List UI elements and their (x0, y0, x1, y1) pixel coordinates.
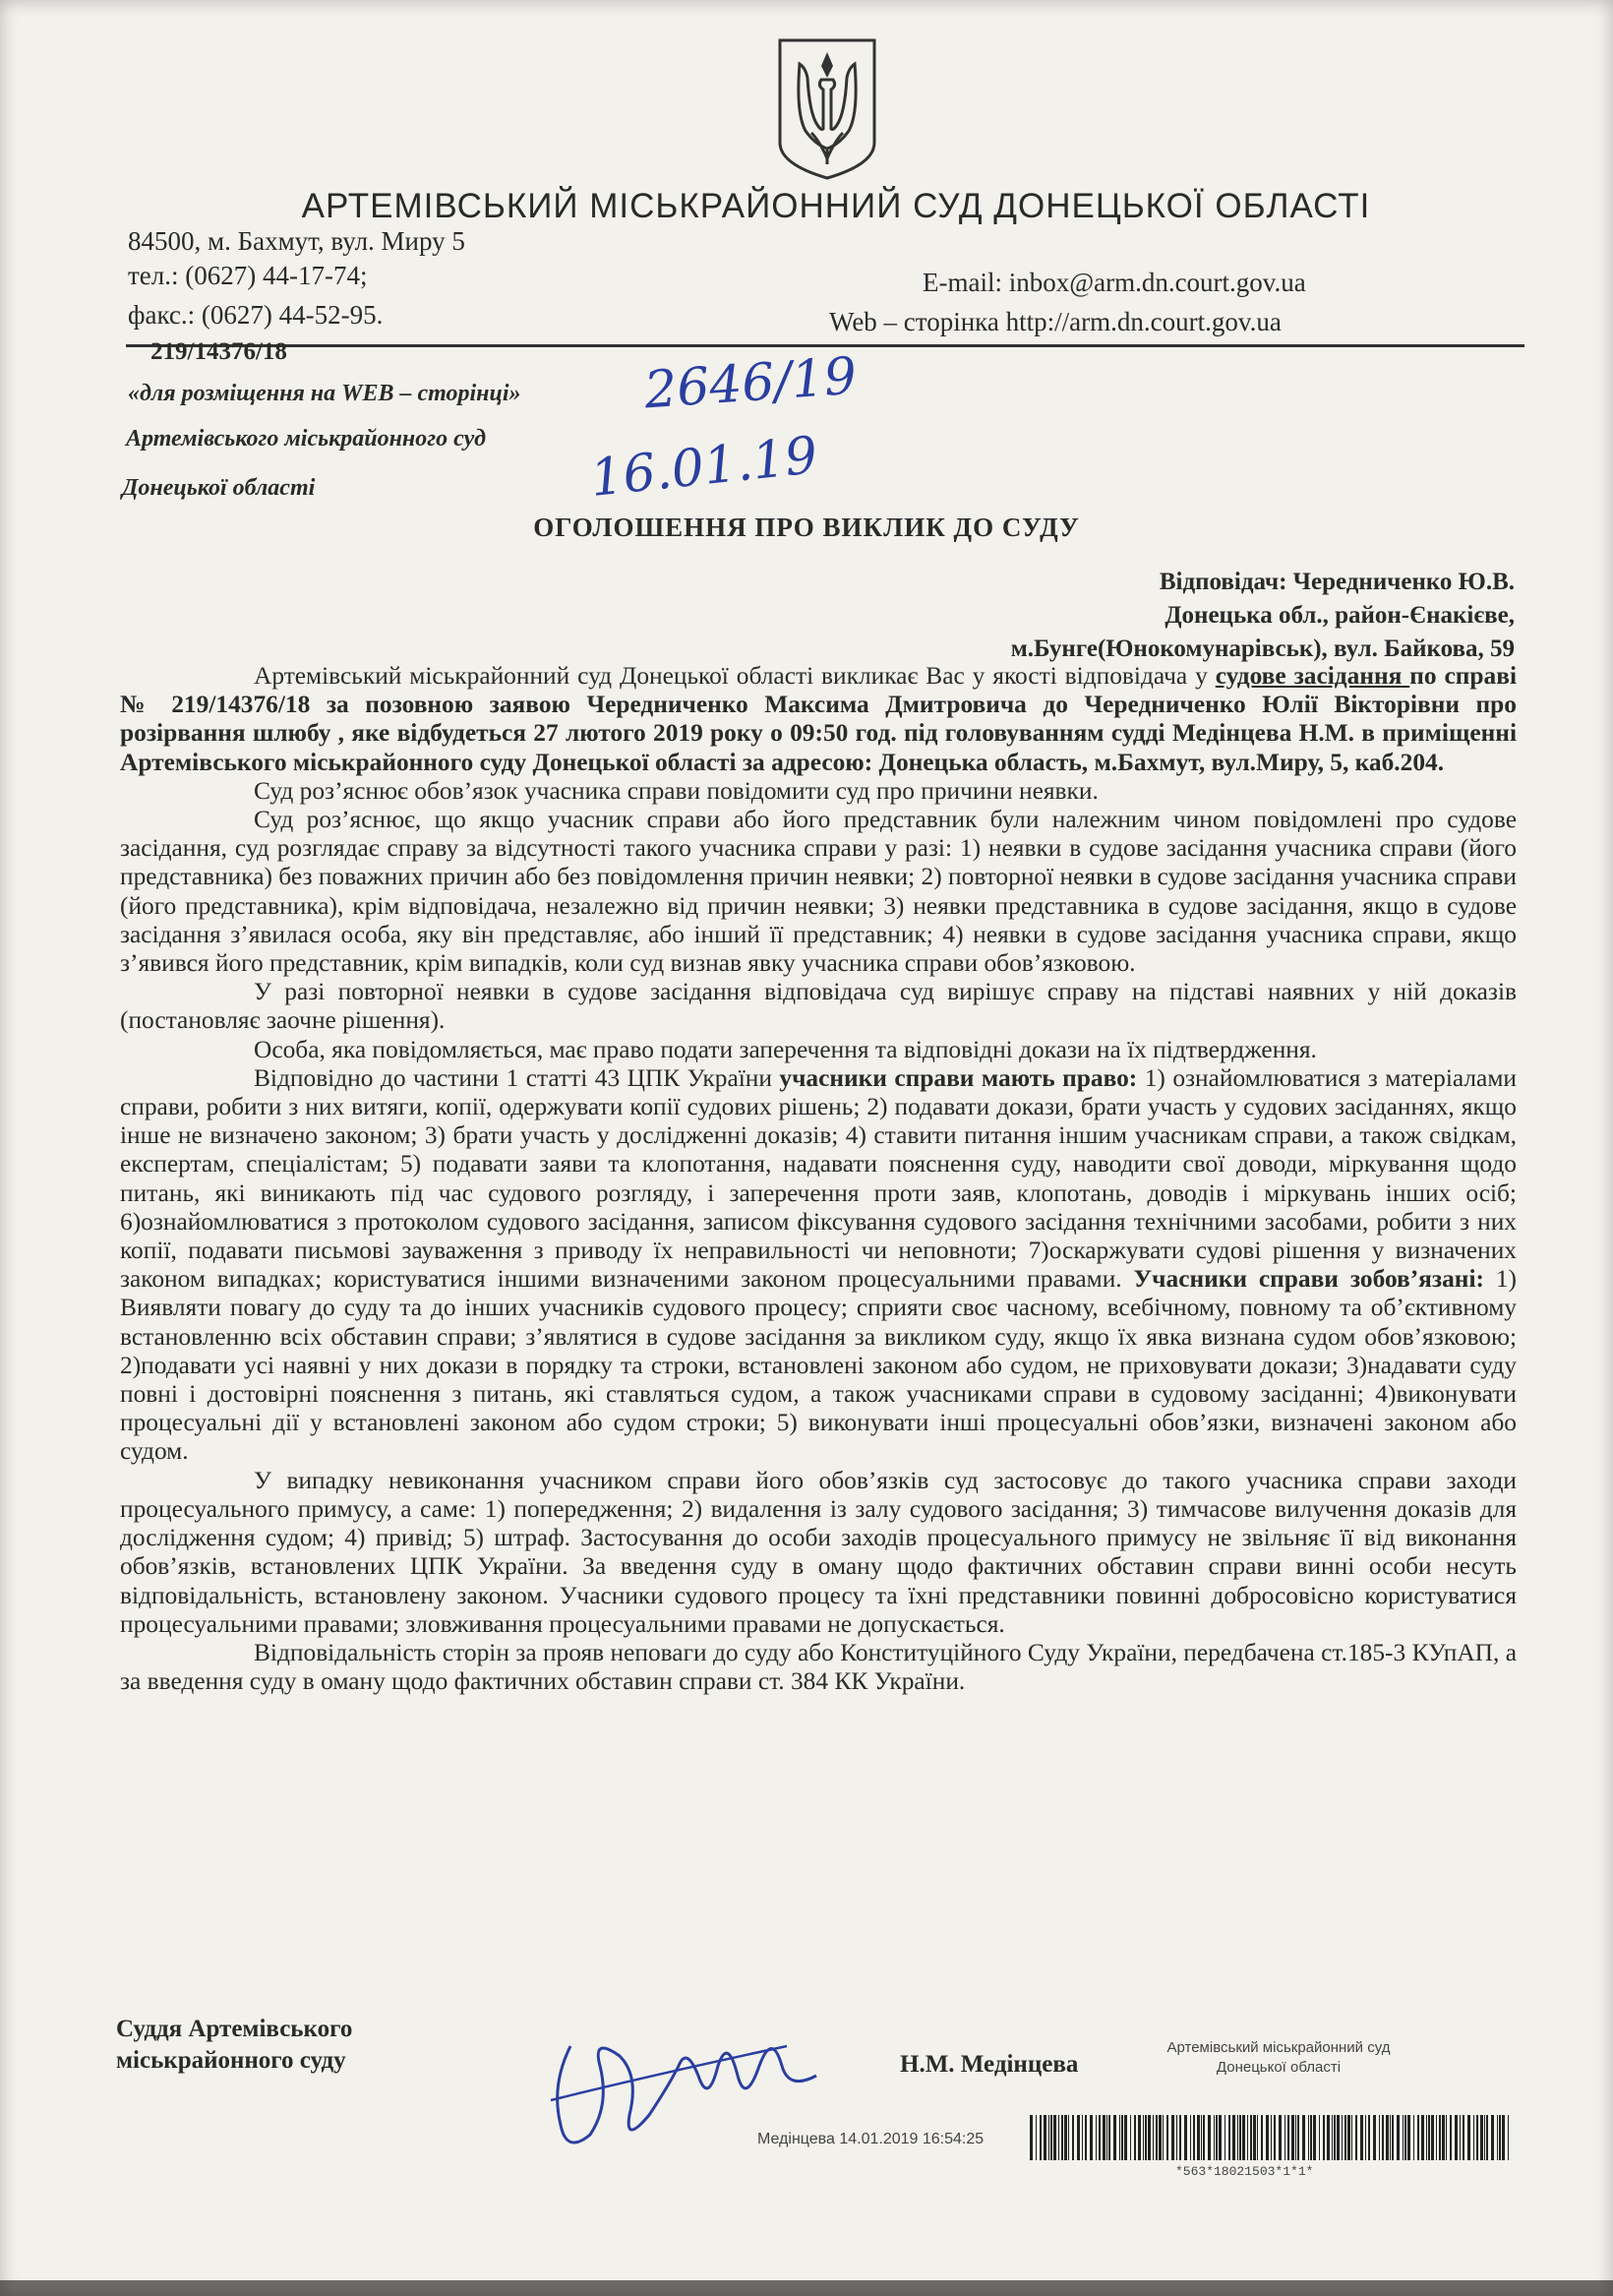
barcode-bar (1342, 2115, 1343, 2160)
barcode-bar (1295, 2115, 1296, 2160)
barcode-bar (1184, 2115, 1187, 2160)
barcode-bar (1085, 2115, 1087, 2160)
barcode-bar (1216, 2115, 1218, 2160)
scan-bottom-edge (0, 2280, 1613, 2296)
barcode-bar (1473, 2115, 1474, 2160)
barcode-bar (1436, 2115, 1437, 2160)
court-website: Web – сторінка http://arm.dn.court.gov.ua (829, 307, 1282, 336)
paragraph-rights-duties (120, 1064, 1517, 1467)
stamp-court-line2: Донецької області (1216, 2059, 1342, 2076)
barcode-bar (1392, 2115, 1394, 2160)
paragraph-summons (120, 662, 1517, 777)
barcode-bar (1208, 2115, 1211, 2160)
summons-details: по справі № 219/14376/18 за позовною заявою Чередниченко Максима Дмитровича до Чередниченко Юлії Вікторівни про розірвання шлюбу , яке відбудеться 27 лютого 2019 року о 09:50 год. під головуванням судді Медінцева Н.М. в приміщенні Артемівського міськрайонного суду Донецької області за адресою: Донецька область, м.Бахмут, вул.Миру, 5, каб.204. (120, 662, 1517, 776)
barcode-bar (1379, 2115, 1380, 2160)
web-note-line3: Донецької області (122, 475, 316, 501)
barcode-bar (1138, 2115, 1141, 2160)
web-note-line1: «для розміщення на WEB – сторінці» (128, 381, 521, 406)
barcode-bar (1421, 2115, 1424, 2160)
barcode-bar (1413, 2115, 1414, 2160)
barcode-bar (1407, 2115, 1410, 2160)
barcode-bar (1163, 2115, 1164, 2160)
barcode-bar (1148, 2115, 1151, 2160)
summons-intro: Артемівський міськрайонний суд Донецької області викликає Вас у якості відповідача у (254, 662, 1216, 690)
barcode-bar (1297, 2115, 1299, 2160)
coat-of-arms-emblem (772, 34, 882, 182)
barcode-bar (1214, 2115, 1215, 2160)
case-number: 219/14376/18 (150, 338, 287, 365)
barcode-bar (1480, 2115, 1483, 2160)
barcode-bar (1072, 2115, 1074, 2160)
barcode-bar (1156, 2115, 1158, 2160)
duties-list: 1) Виявляти повагу до суду та до інших учасників судового процесу; сприяти своє часному, всебічному, повному та об’єктивному встановленню всіх обставин справи; з’являтися в судове засідання за викликом суду, якщо їх явка визнана судом обов’язковою; 2)подавати усі наявні у них докази в порядку та строки, встановлені законом або судом, не приховувати докази; 3)надавати суду повні і достовірні пояснення з питань, які ставляться судом, а також учасниками справи в судовому засіданні; 4)виконувати процесуальні дії у встановлені законом або судом строки; 5) виконувати інші процесуальні обов’язки, визначені законом або судом. (120, 1265, 1518, 1466)
barcode-bar (1386, 2115, 1389, 2160)
barcode-bar (1497, 2115, 1498, 2160)
barcode-bar (1130, 2115, 1131, 2160)
registration-stamp: Медінцева 14.01.2019 16:54:25 (757, 2131, 985, 2147)
notice-body (120, 662, 1517, 1696)
judge-name: Н.М. Медінцева (900, 2051, 1079, 2078)
barcode-bar (1310, 2115, 1312, 2160)
barcode-bar (1431, 2115, 1434, 2160)
barcode-bar (1050, 2115, 1052, 2160)
barcode-bar (1271, 2115, 1272, 2160)
paragraph-objection-right: Особа, яка повідомляється, має право подати заперечення та відповідні докази на їх підтвердження. (254, 1035, 1317, 1063)
barcode-bar (1171, 2115, 1174, 2160)
paragraph-default-judgment: У разі повторної неявки в судове засідання відповідача суд вирішує справу на підставі наявних у ній доказів (постановляє заочне рішення). (120, 978, 1517, 1035)
duties-heading: Учасники справи зобов’язані: (1133, 1265, 1484, 1294)
defendant-line3: м.Бунге(Юнокомунарівськ), вул. Байкова, 59 (1010, 635, 1515, 662)
barcode-bar (1279, 2115, 1282, 2160)
paragraph-absence-reason: Суд роз’яснює обов’язок учасника справи повідомити суд про причини неявки. (254, 776, 1099, 805)
barcode-bar (1347, 2115, 1350, 2160)
barcode-bar (1242, 2115, 1245, 2160)
barcode-bar (1446, 2115, 1447, 2160)
barcode-bar (1108, 2115, 1110, 2160)
barcode-bar (1313, 2115, 1316, 2160)
handwritten-registration-date: 16.01.19 (587, 426, 821, 509)
barcode-bar (1368, 2115, 1370, 2160)
barcode-bar (1428, 2115, 1430, 2160)
handwritten-registration-number: 2646/19 (642, 346, 859, 421)
barcode-bar (1508, 2115, 1509, 2160)
barcode-bar (1121, 2115, 1123, 2160)
barcode-bar (1124, 2115, 1127, 2160)
summons-hearing-underlined: судове засідання (1215, 662, 1410, 690)
barcode-bar (1355, 2115, 1357, 2160)
barcode-bar (1266, 2115, 1269, 2160)
barcode-bar (1237, 2115, 1238, 2160)
barcode-bar (1040, 2115, 1042, 2160)
paragraph-coercion-measures: У випадку невиконання учасником справи його обов’язків суд застосовує до такого учасника справи заходи процесуального примусу, а саме: 1) попередження; 2) видалення із залу судового засідання; 3) тимчасове вилучення доказів для дослідження судом; 4) привід; 5) штраф. Застосування до особи заходів процесуального примусу не звільняє її від виконання обов’язків, встановлених ЦПК України. За введення суду в оману щодо фактичних обставин справи винні особи несуть відповідальність, встановлену законом. Учасники судового процесу та їхні представники повинні добросовісно користуватися процесуальними правами; зловживання процесуальними правами не допускається. (120, 1466, 1517, 1638)
notice-title: ОГОЛОШЕННЯ ПРО ВИКЛИК ДО СУДУ (533, 513, 1080, 542)
barcode-bar (1442, 2115, 1445, 2160)
barcode-bar (1061, 2115, 1063, 2160)
barcode-bar (1176, 2115, 1177, 2160)
barcode-bar (1099, 2115, 1101, 2160)
barcode-bar (1491, 2115, 1494, 2160)
barcode-bar (1036, 2115, 1037, 2160)
court-address: 84500, м. Бахмут, вул. Миру 5 (128, 226, 465, 256)
document-barcode (1028, 2115, 1515, 2160)
barcode-bar (1193, 2115, 1195, 2160)
barcode-bar (1397, 2115, 1400, 2160)
barcode-bar (1439, 2115, 1441, 2160)
barcode-bar (1106, 2115, 1107, 2160)
barcode-bar (1467, 2115, 1470, 2160)
header-divider (126, 344, 1524, 347)
barcode-bar (1250, 2115, 1252, 2160)
judge-title-line2: міськрайонного суду (116, 2047, 346, 2074)
barcode-bar (1344, 2115, 1346, 2160)
stamp-court-line1: Артемівський міськрайонний суд (1166, 2039, 1391, 2056)
stamp-court-name (1131, 2038, 1426, 2078)
barcode-bar (1382, 2115, 1384, 2160)
barcode-bar (1476, 2115, 1478, 2160)
barcode-bar (1390, 2115, 1391, 2160)
barcode-bar (1082, 2115, 1083, 2160)
barcode-bar (1113, 2115, 1116, 2160)
rights-heading: учасники справи мають право: (779, 1063, 1138, 1092)
barcode-bar (1219, 2115, 1222, 2160)
barcode-bar (1203, 2115, 1205, 2160)
barcode-bar (1460, 2115, 1461, 2160)
barcode-bar (1373, 2115, 1376, 2160)
barcode-bar (1403, 2115, 1404, 2160)
barcode-bar (1096, 2115, 1097, 2160)
barcode-bar (1058, 2115, 1059, 2160)
court-email: E-mail: inbox@arm.dn.court.gov.ua (923, 268, 1306, 297)
rights-list: 1) ознайомлюватися з матеріалами справи, робити з них витяги, копії, одержувати копії судових рішень; 2) подавати докази, брати участь у судових засіданнях, якщо інше не визначено законом; 3) брати участь у дослідженні доказів; 4) ставити питання іншим учасникам справи, а також свідкам, експертам, спеціалістам; 5) подавати заяви та клопотання, надавати пояснення суду, наводити свої доводи, міркування щодо питань, які виникають під час судового розгляду, і заперечення проти заяв, клопотань, доводів і міркувань інших осіб; 6)ознайомлюватися з протоколом судового засідання, записом фіксування судового засідання технічними засобами, робити з них копії, подавати письмові зауваження з приводу їх неправильності чи неповноти; 7)оскаржувати судові рішення у визначених законом випадках; користуватися іншими визначеними законом процесуальними правами. (120, 1063, 1517, 1294)
barcode-bar (1450, 2115, 1452, 2160)
barcode-bar (1332, 2115, 1333, 2160)
barcode-bar (1323, 2115, 1325, 2160)
barcode-bar (1068, 2115, 1069, 2160)
barcode-bar (1201, 2115, 1202, 2160)
court-phone: тел.: (0627) 44-17-74; (128, 261, 368, 290)
barcode-bar (1257, 2115, 1258, 2160)
barcode-bar (1253, 2115, 1256, 2160)
barcode-bar (1360, 2115, 1363, 2160)
barcode-bar (1319, 2115, 1320, 2160)
barcode-bar (1134, 2115, 1136, 2160)
barcode-bar (1284, 2115, 1285, 2160)
barcode-bar (1455, 2115, 1458, 2160)
defendant-line1: Відповідач: Чередниченко Ю.В. (1159, 569, 1515, 595)
barcode-bar (1030, 2115, 1033, 2160)
barcode-bar (1077, 2115, 1080, 2160)
barcode-bar (1247, 2115, 1248, 2160)
barcode-bar (1103, 2115, 1105, 2160)
barcode-bar (1274, 2115, 1276, 2160)
barcode-bar (1287, 2115, 1289, 2160)
barcode-bar (1291, 2115, 1294, 2160)
barcode-bar (1239, 2115, 1241, 2160)
barcode-bar (1197, 2115, 1200, 2160)
barcode-bar (1159, 2115, 1162, 2160)
barcode-bar (1048, 2115, 1049, 2160)
barcode-bar (1404, 2115, 1406, 2160)
judge-title-line1: Суддя Артемівського (116, 2016, 353, 2042)
web-note-line2: Артемівського міськрайонного суд (126, 426, 487, 452)
barcode-bar (1302, 2115, 1305, 2160)
barcode-bar (1484, 2115, 1485, 2160)
paragraph-absence-rules: Суд роз’яснює, що якщо учасник справи або його представник були належним чином повідомлені про судове засідання, суд розглядає справу за відсутності такого учасника справи у разі: 1) неявки в судове засідання учасника справи (його представника) без поважних причин або без повідомлення причин неявки; 2) повторної неявки в судове засідання учасника справи (його представника), крім відповідача, незалежно від причин неявки; 3) неявки представника в судове засідання, якщо в судове засідання з’явилася особа, яку він представляє, або інший її представник; 4) неявки в судове засідання учасника справи, якщо з’явився його представник, крім випадків, коли суд визнав явку учасника справи обов’язковою. (120, 806, 1517, 978)
barcode-bar (1119, 2115, 1120, 2160)
barcode-caption: *563*18021503*1*1* (1175, 2164, 1314, 2179)
barcode-bar (1053, 2115, 1056, 2160)
barcode-bar (1179, 2115, 1181, 2160)
barcode-bar (1499, 2115, 1501, 2160)
barcode-bar (1426, 2115, 1427, 2160)
paragraph-liability: Відповідальність сторін за прояв неповаги до суду або Конституційного Суду України, передбачена ст.185-3 КУпАП, а за введення суду в оману щодо фактичних обставин справи ст. 384 КК України. (120, 1638, 1517, 1696)
barcode-bar (1232, 2115, 1235, 2160)
barcode-bar (1334, 2115, 1336, 2160)
barcode-bar (1064, 2115, 1067, 2160)
court-fax: факс.: (0627) 44-52-95. (128, 300, 384, 330)
barcode-bar (1502, 2115, 1505, 2160)
barcode-bar (1090, 2115, 1093, 2160)
barcode-bar (1486, 2115, 1488, 2160)
barcode-bar (1417, 2115, 1419, 2160)
barcode-bar (1044, 2115, 1046, 2160)
barcode-bar (1228, 2115, 1230, 2160)
barcode-bar (1143, 2115, 1144, 2160)
barcode-bar (1327, 2115, 1330, 2160)
barcode-bar (1337, 2115, 1340, 2160)
judge-title (116, 2014, 352, 2077)
court-name-heading: АРТЕМІВСЬКИЙ МІСЬКРАЙОННИЙ СУД ДОНЕЦЬКОЇ ОБЛАСТІ (301, 187, 1371, 225)
barcode-bar (1308, 2115, 1309, 2160)
rights-intro: Відповідно до частини 1 статті 43 ЦПК України (254, 1063, 780, 1092)
barcode-bar (1351, 2115, 1352, 2160)
barcode-bar (1145, 2115, 1147, 2160)
barcode-bar (1261, 2115, 1263, 2160)
barcode-bar (1153, 2115, 1154, 2160)
barcode-bar (1166, 2115, 1168, 2160)
barcode-bar (1463, 2115, 1464, 2160)
defendant-line2: Донецька обл., район-Єнакієве, (1165, 602, 1515, 629)
barcode-bar (1365, 2115, 1366, 2160)
barcode-bar (1190, 2115, 1191, 2160)
